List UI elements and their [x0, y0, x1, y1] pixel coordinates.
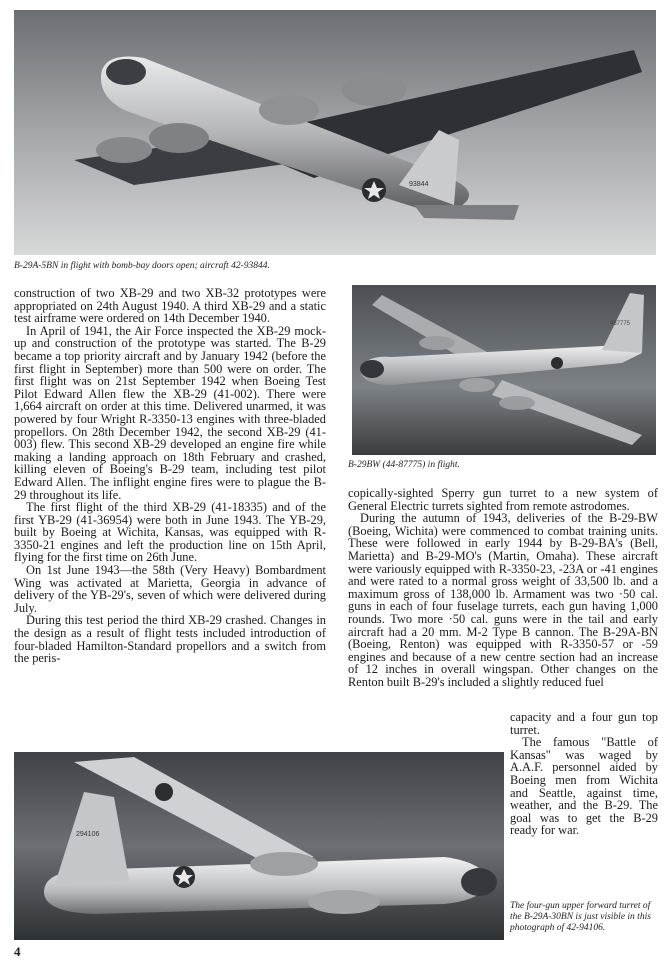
- bottom-photo: [14, 752, 504, 940]
- top-tail-number: 93844: [409, 181, 429, 188]
- left-paragraph-1: construction of two XB-29 and two XB-32 prototypes were appropriated on 24th August 1940. A third XB-29 and a static test airframe were ordered on 14th December 1940.: [14, 286, 326, 326]
- b29a-in-flight-image: [14, 10, 656, 255]
- narrow-text-column: [510, 711, 658, 837]
- top-photo-caption: B-29A-5BN in flight with bomb-bay doors open; aircraft 42-93844.: [14, 261, 270, 271]
- bottom-photo-caption: The four-gun upper forward turret of the B-29A-30BN is just visible in this photograph of 42-94106.: [510, 901, 651, 933]
- left-text-column: [14, 287, 326, 665]
- b29bw-in-flight-image: [352, 285, 656, 455]
- right-text-column: [348, 487, 658, 689]
- right-paragraph-1: copically-sighted Sperry gun turret to a new system of General Electric turrets sighted from remote astrodomes.: [348, 486, 658, 513]
- top-photo: [14, 10, 656, 255]
- bottom-tail-number: 294106: [76, 831, 100, 838]
- narrow-paragraph-2: The famous "Battle of Kansas" was waged by A.A.F. personnel aided by Boeing men from Wichita and Seattle, against time, weather, and the B-29. The goal was to get the B-29 ready for war.: [510, 735, 658, 838]
- right-photo-caption: B-29BW (44-87775) in flight.: [348, 460, 460, 470]
- b29a-30bn-image: [14, 752, 504, 940]
- narrow-paragraph-1: capacity and a four gun top turret.: [510, 710, 658, 737]
- left-paragraph-2: In April of 1941, the Air Force inspected the XB-29 mock-up and construction of the prototype was started. The B-29 became a top priority aircraft and by January 1942 (before the first flight in September) more than 500 were on order. The first flight was on 21st September 1942 when Boeing Test Pilot Edward Allen flew the XB-29 (41-002). There were 1,664 aircraft on order at this time. Delivered unarmed, it was powered by four Wright R-3350-13 engines with three-bladed propellors. On 28th December 1942, the second XB-29 (41-003) flew. This second XB-29 developed an engine fire while making a landing approach on 18th February and crashed, killing eleven of Boeing's B-29 team, including test pilot Edward Allen. The inflight engine fires were to plague the B-29 throughout its life.: [14, 323, 326, 502]
- left-paragraph-4: On 1st June 1943—the 58th (Very Heavy) Bombardment Wing was activated at Marietta, Georgia in advance of delivery of the YB-29's, seven of which were delivered during July.: [14, 563, 326, 615]
- right-paragraph-2: During the autumn of 1943, deliveries of the B-29-BW (Boeing, Wichita) were commenced to combat training units. These were followed in early 1944 by B-29-BA's (Bell, Marietta) and B-29-MO's (Martin, Omaha). These aircraft were variously equipped with R-3350-23, -23A or -41 engines and were rated to a normal gross weight of 33,500 lb. and a maximum gross of 138,000 lb. Armament was two ·50 cal. guns in each of four fuselage turrets, each gun having 1,000 rounds. Two more ·50 cal. guns were in the tail and early aircraft had a 20 mm. M-2 Type B cannon. The B-29A-BN (Boeing, Renton) was equipped with R-3350-57 or -59 engines and because of a new centre section had an increase of 12 inches in overall wingspan. Other changes on the Renton built B-29's included a slightly reduced fuel: [348, 511, 658, 689]
- right-photo: [352, 285, 656, 455]
- left-paragraph-5: During this test period the third XB-29 crashed. Changes in the design as a result of flight tests included introduction of four-bladed Hamilton-Standard propellors and a switch from the peris-: [14, 613, 326, 666]
- left-paragraph-3: The first flight of the third XB-29 (41-18335) and of the first YB-29 (41-36954) were both in June 1943. The YB-29, built by Boeing at Wichita, Kansas, was equipped with R-3350-21 engines and left the production line on 15th April, flying for the first time on 26th June.: [14, 500, 326, 565]
- right-tail-number: 487775: [610, 321, 631, 327]
- page-number: 4: [14, 944, 21, 959]
